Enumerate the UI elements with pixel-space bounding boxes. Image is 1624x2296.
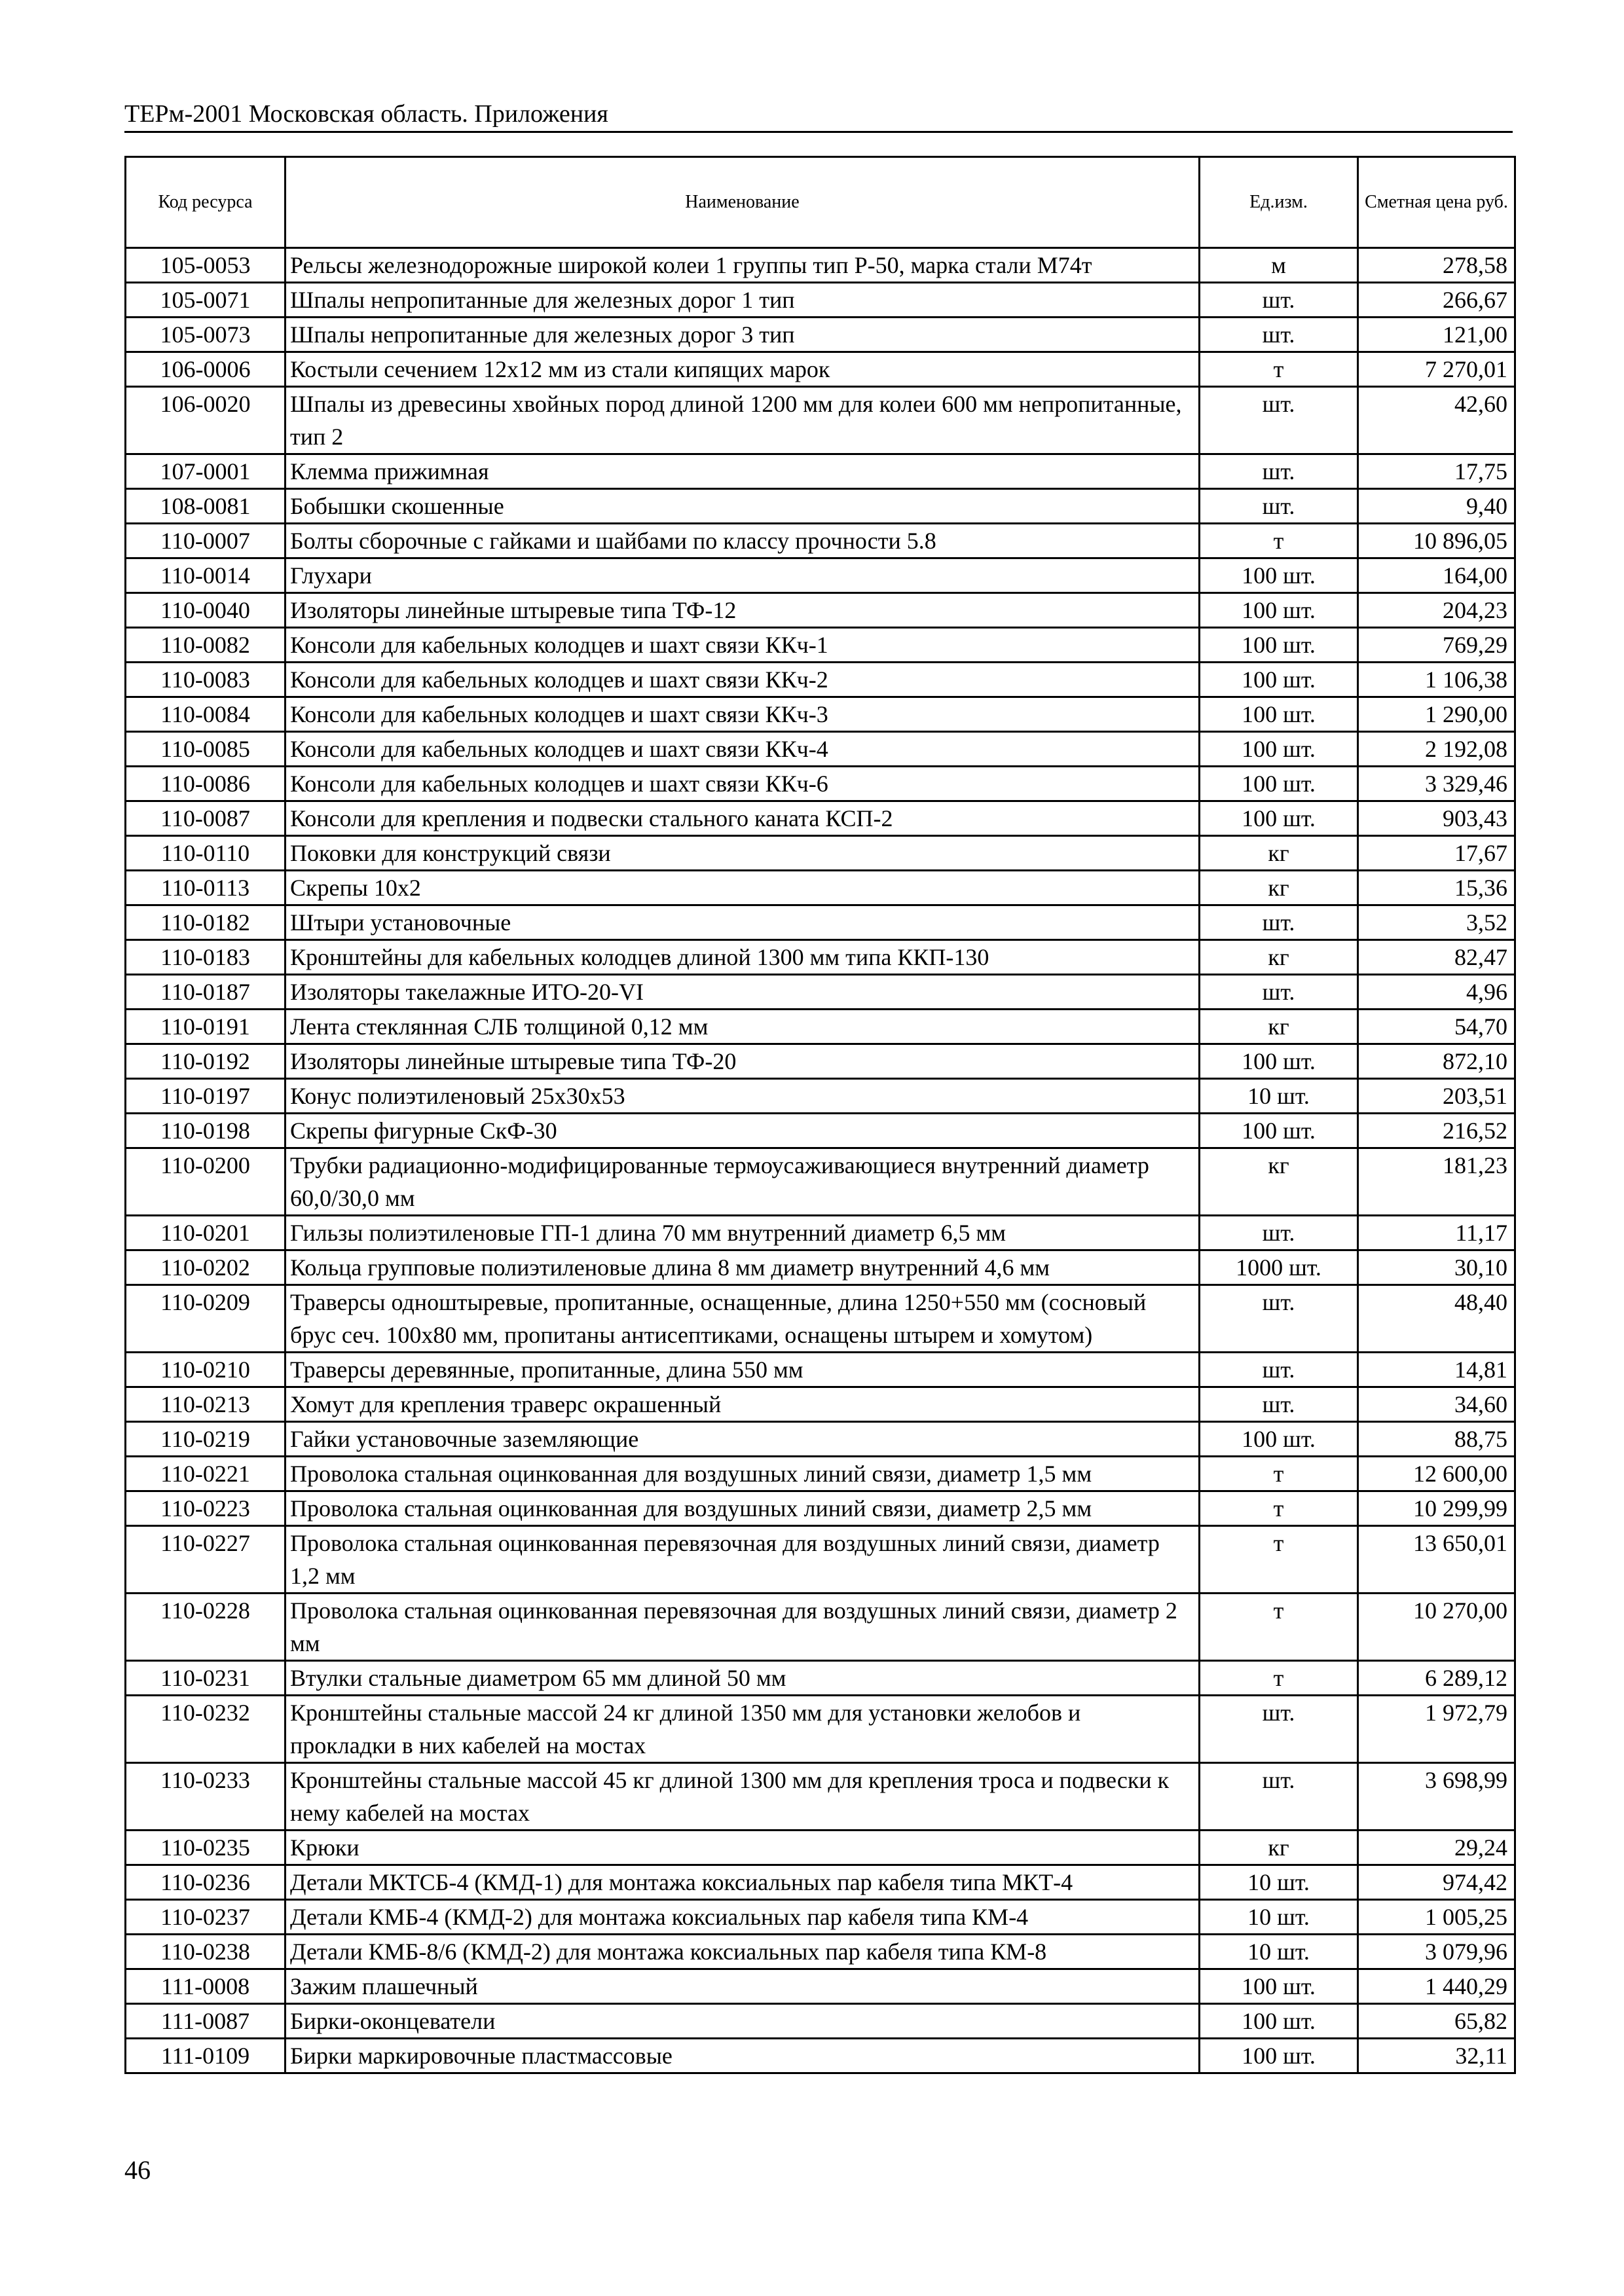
table-row <box>126 1594 1515 1661</box>
price-cell: 65,82 <box>1358 2004 1515 2039</box>
price-cell: 266,67 <box>1358 283 1515 318</box>
resource-name-cell: Траверсы деревянные, пропитанные, длина 550 мм <box>286 1353 1200 1387</box>
table-body <box>126 248 1515 2073</box>
resource-code-cell: 110-0202 <box>126 1250 286 1285</box>
resource-name-cell: Болты сборочные с гайками и шайбами по классу прочности 5.8 <box>286 524 1200 558</box>
resource-name-cell: Детали МКТСБ-4 (КМД-1) для монтажа коксиальных пар кабеля типа МКТ-4 <box>286 1865 1200 1900</box>
table-row <box>126 1353 1515 1387</box>
table-row <box>126 1969 1515 2004</box>
table-row <box>126 524 1515 558</box>
resource-name-cell: Кольца групповые полиэтиленовые длина 8 мм диаметр внутренний 4,6 мм <box>286 1250 1200 1285</box>
resource-code-cell: 110-0209 <box>126 1285 286 1353</box>
resource-name-cell: Гильзы полиэтиленовые ГП-1 длина 70 мм внутренний диаметр 6,5 мм <box>286 1216 1200 1250</box>
unit-cell: 100 шт. <box>1200 2039 1358 2073</box>
resource-name-cell: Втулки стальные диаметром 65 мм длиной 50 мм <box>286 1661 1200 1696</box>
resource-name-cell: Изоляторы такелажные ИТО-20-VI <box>286 975 1200 1010</box>
resource-code-cell: 110-0213 <box>126 1387 286 1422</box>
unit-cell: шт. <box>1200 454 1358 489</box>
table-row <box>126 697 1515 732</box>
unit-cell: кг <box>1200 1010 1358 1044</box>
table-row <box>126 1387 1515 1422</box>
price-cell: 769,29 <box>1358 628 1515 663</box>
price-cell: 9,40 <box>1358 489 1515 524</box>
table-row <box>126 1079 1515 1114</box>
resource-name-cell: Лента стеклянная СЛБ толщиной 0,12 мм <box>286 1010 1200 1044</box>
resource-name-cell: Бирки маркировочные пластмассовые <box>286 2039 1200 2073</box>
table-row <box>126 1216 1515 1250</box>
table-row <box>126 1114 1515 1148</box>
resource-code-cell: 110-0236 <box>126 1865 286 1900</box>
price-cell: 181,23 <box>1358 1148 1515 1216</box>
price-cell: 17,75 <box>1358 454 1515 489</box>
resource-name-cell: Проволока стальная оцинкованная для воздушных линий связи, диаметр 1,5 мм <box>286 1457 1200 1491</box>
resource-code-cell: 110-0087 <box>126 801 286 836</box>
price-cell: 32,11 <box>1358 2039 1515 2073</box>
resource-name-cell: Скрепы 10x2 <box>286 871 1200 905</box>
page-number: 46 <box>124 2155 151 2185</box>
price-cell: 278,58 <box>1358 248 1515 283</box>
table-row <box>126 1457 1515 1491</box>
table-row <box>126 1285 1515 1353</box>
resource-name-cell: Бирки-оконцеватели <box>286 2004 1200 2039</box>
resource-name-cell: Глухари <box>286 558 1200 593</box>
price-cell: 17,67 <box>1358 836 1515 871</box>
resource-code-cell: 110-0200 <box>126 1148 286 1216</box>
column-header-name: Наименование <box>286 157 1200 248</box>
price-cell: 30,10 <box>1358 1250 1515 1285</box>
resource-code-cell: 110-0083 <box>126 663 286 697</box>
resource-code-cell: 110-0237 <box>126 1900 286 1935</box>
table-row <box>126 2039 1515 2073</box>
unit-cell: 10 шт. <box>1200 1900 1358 1935</box>
unit-cell: шт. <box>1200 318 1358 352</box>
price-cell: 903,43 <box>1358 801 1515 836</box>
unit-cell: шт. <box>1200 905 1358 940</box>
resource-code-cell: 106-0006 <box>126 352 286 387</box>
resource-name-cell: Крюки <box>286 1831 1200 1865</box>
price-cell: 216,52 <box>1358 1114 1515 1148</box>
resource-code-cell: 110-0082 <box>126 628 286 663</box>
unit-cell: шт. <box>1200 387 1358 454</box>
resource-name-cell: Шпалы непропитанные для железных дорог 1 тип <box>286 283 1200 318</box>
resource-name-cell: Шпалы из древесины хвойных пород длиной 1200 мм для колеи 600 мм непропитанные, тип 2 <box>286 387 1200 454</box>
unit-cell: 100 шт. <box>1200 732 1358 767</box>
resource-code-cell: 111-0087 <box>126 2004 286 2039</box>
unit-cell: 1000 шт. <box>1200 1250 1358 1285</box>
price-cell: 3 329,46 <box>1358 767 1515 801</box>
table-row <box>126 975 1515 1010</box>
price-cell: 42,60 <box>1358 387 1515 454</box>
table-row <box>126 1661 1515 1696</box>
unit-cell: шт. <box>1200 1285 1358 1353</box>
price-cell: 3 079,96 <box>1358 1935 1515 1969</box>
resource-name-cell: Проволока стальная оцинкованная для воздушных линий связи, диаметр 2,5 мм <box>286 1491 1200 1526</box>
resource-name-cell: Консоли для кабельных колодцев и шахт связи ККч-2 <box>286 663 1200 697</box>
resource-code-cell: 110-0227 <box>126 1526 286 1594</box>
price-cell: 11,17 <box>1358 1216 1515 1250</box>
resource-code-cell: 110-0232 <box>126 1696 286 1763</box>
resource-code-cell: 110-0201 <box>126 1216 286 1250</box>
price-cell: 48,40 <box>1358 1285 1515 1353</box>
resource-name-cell: Консоли для крепления и подвески стального каната КСП-2 <box>286 801 1200 836</box>
table-row <box>126 732 1515 767</box>
unit-cell: шт. <box>1200 489 1358 524</box>
price-cell: 10 299,99 <box>1358 1491 1515 1526</box>
price-cell: 7 270,01 <box>1358 352 1515 387</box>
unit-cell: 100 шт. <box>1200 593 1358 628</box>
resource-code-cell: 110-0219 <box>126 1422 286 1457</box>
unit-cell: 10 шт. <box>1200 1935 1358 1969</box>
unit-cell: 100 шт. <box>1200 1114 1358 1148</box>
price-cell: 2 192,08 <box>1358 732 1515 767</box>
table-row <box>126 940 1515 975</box>
price-cell: 3 698,99 <box>1358 1763 1515 1831</box>
resource-code-cell: 110-0228 <box>126 1594 286 1661</box>
resource-name-cell: Поковки для конструкций связи <box>286 836 1200 871</box>
resource-name-cell: Проволока стальная оцинкованная перевязочная для воздушных линий связи, диаметр 1,2 мм <box>286 1526 1200 1594</box>
page-header: ТЕРм-2001 Московская область. Приложения <box>124 98 1513 133</box>
unit-cell: т <box>1200 524 1358 558</box>
price-cell: 164,00 <box>1358 558 1515 593</box>
unit-cell: 100 шт. <box>1200 697 1358 732</box>
unit-cell: 100 шт. <box>1200 628 1358 663</box>
price-cell: 82,47 <box>1358 940 1515 975</box>
unit-cell: т <box>1200 1526 1358 1594</box>
table-row <box>126 593 1515 628</box>
table-row <box>126 801 1515 836</box>
resource-code-cell: 108-0081 <box>126 489 286 524</box>
resource-name-cell: Рельсы железнодорожные широкой колеи 1 группы тип Р-50, марка стали М74т <box>286 248 1200 283</box>
table-row <box>126 283 1515 318</box>
resource-name-cell: Консоли для кабельных колодцев и шахт связи ККч-3 <box>286 697 1200 732</box>
table-row <box>126 1044 1515 1079</box>
unit-cell: 100 шт. <box>1200 1422 1358 1457</box>
price-cell: 15,36 <box>1358 871 1515 905</box>
unit-cell: 100 шт. <box>1200 2004 1358 2039</box>
price-cell: 872,10 <box>1358 1044 1515 1079</box>
unit-cell: кг <box>1200 940 1358 975</box>
unit-cell: 100 шт. <box>1200 558 1358 593</box>
column-header-code: Код ресурса <box>126 157 286 248</box>
resource-code-cell: 110-0221 <box>126 1457 286 1491</box>
resource-name-cell: Кронштейны стальные массой 24 кг длиной 1350 мм для установки желобов и прокладки в них кабелей на мостах <box>286 1696 1200 1763</box>
table-row <box>126 1831 1515 1865</box>
resource-code-cell: 110-0086 <box>126 767 286 801</box>
price-cell: 13 650,01 <box>1358 1526 1515 1594</box>
table-row <box>126 454 1515 489</box>
resource-code-cell: 110-0007 <box>126 524 286 558</box>
resource-name-cell: Консоли для кабельных колодцев и шахт связи ККч-1 <box>286 628 1200 663</box>
resource-code-cell: 110-0085 <box>126 732 286 767</box>
unit-cell: 100 шт. <box>1200 1969 1358 2004</box>
resource-name-cell: Детали КМБ-4 (КМД-2) для монтажа коксиальных пар кабеля типа КМ-4 <box>286 1900 1200 1935</box>
unit-cell: шт. <box>1200 1763 1358 1831</box>
unit-cell: 100 шт. <box>1200 663 1358 697</box>
resource-name-cell: Хомут для крепления траверс окрашенный <box>286 1387 1200 1422</box>
price-cell: 88,75 <box>1358 1422 1515 1457</box>
unit-cell: кг <box>1200 1148 1358 1216</box>
unit-cell: кг <box>1200 871 1358 905</box>
resource-name-cell: Кронштейны для кабельных колодцев длиной 1300 мм типа ККП-130 <box>286 940 1200 975</box>
price-cell: 1 005,25 <box>1358 1900 1515 1935</box>
table-row <box>126 1900 1515 1935</box>
price-cell: 14,81 <box>1358 1353 1515 1387</box>
resource-code-cell: 110-0191 <box>126 1010 286 1044</box>
table-row <box>126 248 1515 283</box>
resource-name-cell: Конус полиэтиленовый 25x30x53 <box>286 1079 1200 1114</box>
table-row <box>126 836 1515 871</box>
table-row <box>126 2004 1515 2039</box>
resource-code-cell: 110-0197 <box>126 1079 286 1114</box>
resource-code-cell: 105-0073 <box>126 318 286 352</box>
resource-code-cell: 110-0182 <box>126 905 286 940</box>
resource-code-cell: 110-0110 <box>126 836 286 871</box>
unit-cell: 100 шт. <box>1200 767 1358 801</box>
resource-code-cell: 110-0235 <box>126 1831 286 1865</box>
table-row <box>126 1148 1515 1216</box>
table-row <box>126 1422 1515 1457</box>
resource-name-cell: Зажим плашечный <box>286 1969 1200 2004</box>
resource-name-cell: Штыри установочные <box>286 905 1200 940</box>
unit-cell: 10 шт. <box>1200 1079 1358 1114</box>
resource-name-cell: Кронштейны стальные массой 45 кг длиной 1300 мм для крепления троса и подвески к нему кабелей на мостах <box>286 1763 1200 1831</box>
resource-code-cell: 110-0210 <box>126 1353 286 1387</box>
price-cell: 6 289,12 <box>1358 1661 1515 1696</box>
resource-name-cell: Детали КМБ-8/6 (КМД-2) для монтажа коксиальных пар кабеля типа КМ-8 <box>286 1935 1200 1969</box>
resource-name-cell: Изоляторы линейные штыревые типа ТФ-20 <box>286 1044 1200 1079</box>
unit-cell: шт. <box>1200 1353 1358 1387</box>
resource-name-cell: Бобышки скошенные <box>286 489 1200 524</box>
price-cell: 203,51 <box>1358 1079 1515 1114</box>
table-row <box>126 318 1515 352</box>
resource-code-cell: 105-0071 <box>126 283 286 318</box>
price-cell: 1 440,29 <box>1358 1969 1515 2004</box>
resource-name-cell: Клемма прижимная <box>286 454 1200 489</box>
table-row <box>126 905 1515 940</box>
unit-cell: кг <box>1200 1831 1358 1865</box>
price-cell: 10 896,05 <box>1358 524 1515 558</box>
resource-code-cell: 110-0113 <box>126 871 286 905</box>
unit-cell: т <box>1200 1491 1358 1526</box>
resource-code-cell: 106-0020 <box>126 387 286 454</box>
unit-cell: м <box>1200 248 1358 283</box>
price-cell: 29,24 <box>1358 1831 1515 1865</box>
table-header-row <box>126 157 1515 248</box>
table-row <box>126 1763 1515 1831</box>
unit-cell: шт. <box>1200 1387 1358 1422</box>
resource-name-cell: Трубки радиационно-модифицированные термоусаживающиеся внутренний диаметр 60,0/30,0 мм <box>286 1148 1200 1216</box>
price-cell: 121,00 <box>1358 318 1515 352</box>
resource-code-cell: 110-0084 <box>126 697 286 732</box>
unit-cell: 100 шт. <box>1200 801 1358 836</box>
price-cell: 1 106,38 <box>1358 663 1515 697</box>
price-table <box>124 156 1516 2074</box>
table-row <box>126 871 1515 905</box>
resource-code-cell: 111-0008 <box>126 1969 286 2004</box>
resource-name-cell: Траверсы одноштыревые, пропитанные, оснащенные, длина 1250+550 мм (сосновый брус сеч. 100x80 мм, пропитаны антисептиками, оснащены штырем и хомутом) <box>286 1285 1200 1353</box>
price-cell: 1 972,79 <box>1358 1696 1515 1763</box>
resource-code-cell: 110-0192 <box>126 1044 286 1079</box>
resource-code-cell: 111-0109 <box>126 2039 286 2073</box>
unit-cell: т <box>1200 352 1358 387</box>
table-row <box>126 1696 1515 1763</box>
resource-name-cell: Шпалы непропитанные для железных дорог 3 тип <box>286 318 1200 352</box>
price-cell: 54,70 <box>1358 1010 1515 1044</box>
resource-name-cell: Консоли для кабельных колодцев и шахт связи ККч-4 <box>286 732 1200 767</box>
resource-code-cell: 110-0223 <box>126 1491 286 1526</box>
resource-name-cell: Гайки установочные заземляющие <box>286 1422 1200 1457</box>
table-row <box>126 1526 1515 1594</box>
resource-code-cell: 110-0198 <box>126 1114 286 1148</box>
unit-cell: шт. <box>1200 1216 1358 1250</box>
price-cell: 34,60 <box>1358 1387 1515 1422</box>
table-row <box>126 489 1515 524</box>
unit-cell: шт. <box>1200 283 1358 318</box>
resource-code-cell: 105-0053 <box>126 248 286 283</box>
table-row <box>126 663 1515 697</box>
resource-name-cell: Изоляторы линейные штыревые типа ТФ-12 <box>286 593 1200 628</box>
unit-cell: 100 шт. <box>1200 1044 1358 1079</box>
unit-cell: 10 шт. <box>1200 1865 1358 1900</box>
resource-code-cell: 107-0001 <box>126 454 286 489</box>
resource-name-cell: Костыли сечением 12x12 мм из стали кипящих марок <box>286 352 1200 387</box>
column-header-unit: Ед.изм. <box>1200 157 1358 248</box>
unit-cell: кг <box>1200 836 1358 871</box>
unit-cell: т <box>1200 1457 1358 1491</box>
price-cell: 204,23 <box>1358 593 1515 628</box>
table-row <box>126 558 1515 593</box>
resource-name-cell: Проволока стальная оцинкованная перевязочная для воздушных линий связи, диаметр 2 мм <box>286 1594 1200 1661</box>
resource-code-cell: 110-0231 <box>126 1661 286 1696</box>
table-row <box>126 387 1515 454</box>
price-cell: 4,96 <box>1358 975 1515 1010</box>
table-row <box>126 1935 1515 1969</box>
column-header-price: Сметная цена руб. <box>1358 157 1515 248</box>
resource-code-cell: 110-0238 <box>126 1935 286 1969</box>
table-row <box>126 628 1515 663</box>
table-row <box>126 1010 1515 1044</box>
resource-name-cell: Консоли для кабельных колодцев и шахт связи ККч-6 <box>286 767 1200 801</box>
unit-cell: шт. <box>1200 975 1358 1010</box>
resource-code-cell: 110-0233 <box>126 1763 286 1831</box>
resource-code-cell: 110-0014 <box>126 558 286 593</box>
price-cell: 974,42 <box>1358 1865 1515 1900</box>
table-row <box>126 1491 1515 1526</box>
unit-cell: т <box>1200 1594 1358 1661</box>
unit-cell: т <box>1200 1661 1358 1696</box>
resource-code-cell: 110-0187 <box>126 975 286 1010</box>
price-cell: 3,52 <box>1358 905 1515 940</box>
resource-code-cell: 110-0040 <box>126 593 286 628</box>
resource-name-cell: Скрепы фигурные СкФ-30 <box>286 1114 1200 1148</box>
table-row <box>126 352 1515 387</box>
table-row <box>126 1865 1515 1900</box>
price-cell: 1 290,00 <box>1358 697 1515 732</box>
price-cell: 10 270,00 <box>1358 1594 1515 1661</box>
unit-cell: шт. <box>1200 1696 1358 1763</box>
price-cell: 12 600,00 <box>1358 1457 1515 1491</box>
table-row <box>126 1250 1515 1285</box>
table-row <box>126 767 1515 801</box>
resource-code-cell: 110-0183 <box>126 940 286 975</box>
